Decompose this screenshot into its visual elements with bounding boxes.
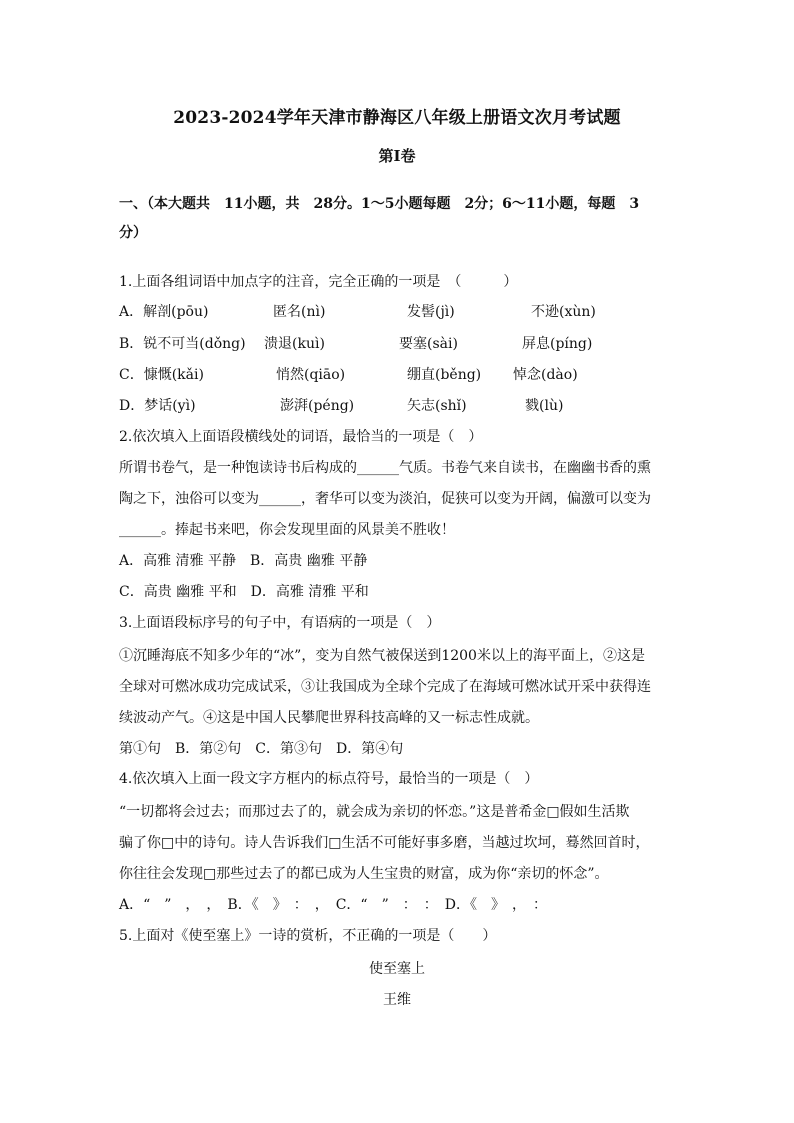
q1-option-a-word2: 匿名(nì): [273, 304, 326, 320]
section-heading-line2: 分）: [119, 225, 147, 241]
q2-options-line1: A．高雅 清雅 平静 B．高贵 幽雅 平静: [119, 553, 368, 569]
q1-option-b-word2: 溃退(kuì): [264, 336, 325, 352]
q2-passage-line3: ______。捧起书来吧，你会发现里面的风景美不胜收！: [119, 522, 455, 538]
q2-passage-line1: 所谓书卷气，是一种饱读诗书后构成的______气质。书卷气来自读书，在幽幽书香的熏: [119, 460, 651, 476]
q3-passage-line2: 全球对可燃冰成功完成试采，③让我国成为全球个完成了在海域可燃冰试开采中获得连: [119, 679, 651, 695]
q1-option-a-word4: 不逊(xùn): [531, 304, 596, 320]
section-heading-line1: 一、（本大题共 11小题，共 28分。1～5小题每题 2分；6～11小题，每题 3: [119, 196, 640, 212]
q4-stem: 4.依次填入上面一段文字方框内的标点符号，最恰当的一项是（ ）: [119, 771, 539, 787]
q1-option-d-word4: 戮(lù): [525, 398, 564, 414]
q2-options-line2: C．高贵 幽雅 平和 D．高雅 清雅 平和: [119, 584, 369, 600]
q1-option-b-word4: 屏息(píng): [522, 336, 593, 352]
q2-stem: 2.依次填入上面语段横线处的词语，最恰当的一项是（ ）: [119, 429, 483, 445]
q1-option-c-word3: 绷直(běng): [407, 367, 482, 383]
q1-option-c-word1: C．慷慨(kǎi): [119, 367, 204, 383]
q3-passage-line3: 续波动产气。④这是中国人民攀爬世界科技高峰的又一标志性成就。: [119, 710, 539, 726]
q1-option-c-word2: 悄然(qiāo): [276, 367, 346, 383]
q5-stem: 5.上面对《使至塞上》一诗的赏析，不正确的一项是（ ）: [119, 928, 497, 944]
q4-options: A．“ ” ， ， B．《 》 ： ， C．“ ” ： ： D．《 》 ， ：: [119, 897, 547, 913]
poem-title: 使至塞上: [369, 961, 425, 977]
q4-passage-line3: 你往往会发现□那些过去了的都已成为人生宝贵的财富，成为你“亲切的怀念”。: [119, 866, 609, 882]
q1-option-d-word1: D．梦话(yì): [119, 398, 196, 414]
q1-option-a-word3: 发髻(jì): [407, 304, 455, 320]
poem-author: 王维: [383, 992, 411, 1008]
q3-options: 第①句 B．第②句 C．第③句 D．第④句: [119, 741, 404, 757]
q1-option-d-word3: 矢志(shǐ): [407, 398, 467, 414]
q2-passage-line2: 陶之下，浊俗可以变为______，奢华可以变为淡泊，促狭可以变为开阔，偏激可以变为: [119, 491, 651, 507]
exam-title: 2023-2024学年天津市静海区八年级上册语文次月考试题: [173, 108, 621, 128]
q4-passage-line2: 骗了你□中的诗句。诗人告诉我们□生活不可能好事多磨，当越过坎坷，蓦然回首时，: [119, 835, 650, 851]
volume-heading: 第Ⅰ卷: [378, 147, 416, 165]
q1-option-c-word4: 悼念(dào): [513, 367, 578, 383]
q1-option-a-word1: A．解剖(pōu): [119, 304, 209, 320]
q1-option-b-word3: 要塞(sài): [399, 336, 458, 352]
q1-option-d-word2: 澎湃(péng): [280, 398, 355, 414]
q1-option-b-word1: B．锐不可当(dǒng): [119, 336, 246, 352]
q3-passage-line1: ①沉睡海底不知多少年的“冰”，变为自然气被保送到1200米以上的海平面上，②这是: [119, 648, 645, 664]
q3-stem: 3.上面语段标序号的句子中，有语病的一项是（ ）: [119, 615, 441, 631]
q4-passage-line1: “一切都将会过去；而那过去了的，就会成为亲切的怀恋。”这是普希金□假如生活欺: [119, 804, 630, 820]
q1-stem: 1.上面各组词语中加点字的注音，完全正确的一项是 （ ）: [119, 274, 518, 290]
